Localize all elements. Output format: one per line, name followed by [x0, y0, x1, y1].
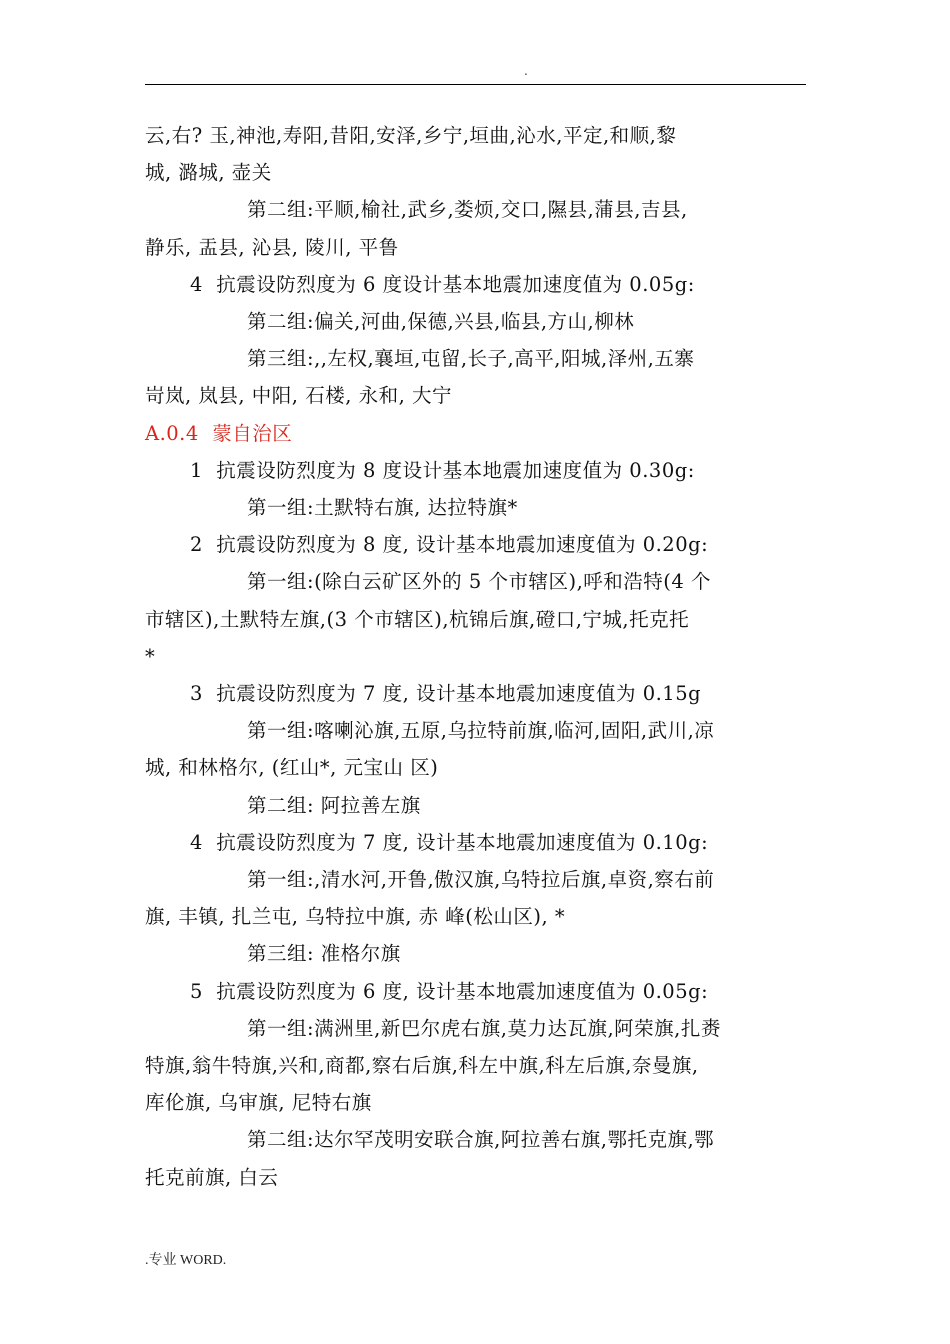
text-line: 旗, 丰镇, 扎兰屯, 乌特拉中旗, 赤 峰(松山区), *: [145, 905, 566, 928]
text-line: 城, 潞城, 壶关: [145, 161, 272, 184]
text-line: 5 抗震设防烈度为 6 度, 设计基本地震加速度值为 0.05g:: [190, 980, 709, 1003]
text-line: 4 抗震设防烈度为 7 度, 设计基本地震加速度值为 0.10g:: [190, 831, 709, 854]
text-line: 第二组: 阿拉善左旗: [247, 794, 421, 817]
text-line: *: [145, 645, 156, 668]
text-line: 第一组:(除白云矿区外的 5 个市辖区),呼和浩特(4 个: [247, 570, 712, 593]
text-line: 托克前旗, 白云: [145, 1166, 279, 1189]
page-footer: .专业 WORD.: [145, 1253, 227, 1268]
header-rule: [145, 84, 806, 85]
text-line: 第三组:,,左权,襄垣,屯留,长子,高平,阳城,泽州,五寨: [247, 347, 695, 370]
text-line: 城, 和林格尔, (红山*, 元宝山 区): [145, 756, 439, 779]
text-line: 第三组: 准格尔旗: [247, 942, 401, 965]
text-line: 第二组:偏关,河曲,保德,兴县,临县,方山,柳林: [247, 310, 635, 333]
text-line: 第二组:平顺,榆社,武乡,娄烦,交口,隰县,蒲县,吉县,: [247, 198, 688, 221]
text-line: 4 抗震设防烈度为 6 度设计基本地震加速度值为 0.05g:: [190, 273, 695, 296]
text-line: 第一组:满洲里,新巴尔虎右旗,莫力达瓦旗,阿荣旗,扎赉: [247, 1017, 721, 1040]
text-line: 第一组:喀喇沁旗,五原,乌拉特前旗,临河,固阳,武川,凉: [247, 719, 715, 742]
section-heading: A.0.4 蒙自治区: [145, 422, 293, 445]
text-line: 2 抗震设防烈度为 8 度, 设计基本地震加速度值为 0.20g:: [190, 533, 709, 556]
text-line: 静乐, 盂县, 沁县, 陵川, 平鲁: [145, 236, 399, 259]
text-line: 岢岚, 岚县, 中阳, 石楼, 永和, 大宁: [145, 384, 452, 407]
text-line: 第二组:达尔罕茂明安联合旗,阿拉善右旗,鄂托克旗,鄂: [247, 1128, 715, 1151]
text-line: 特旗,翁牛特旗,兴和,商都,察右后旗,科左中旗,科左后旗,奈曼旗,: [145, 1054, 699, 1077]
text-line: 第一组:,清水河,开鲁,傲汉旗,乌特拉后旗,卓资,察右前: [247, 868, 715, 891]
header-dot: .: [524, 64, 528, 78]
text-line: 3 抗震设防烈度为 7 度, 设计基本地震加速度值为 0.15g: [190, 682, 702, 705]
text-line: 第一组:土默特右旗, 达拉特旗*: [247, 496, 518, 519]
text-line: 库伦旗, 乌审旗, 尼特右旗: [145, 1091, 372, 1114]
text-line: 云,右? 玉,神池,寿阳,昔阳,安泽,乡宁,垣曲,沁水,平定,和顺,黎: [145, 124, 677, 147]
text-line: 市辖区),土默特左旗,(3 个市辖区),杭锦后旗,磴口,宁城,托克托: [145, 608, 690, 631]
text-line: 1 抗震设防烈度为 8 度设计基本地震加速度值为 0.30g:: [190, 459, 695, 482]
